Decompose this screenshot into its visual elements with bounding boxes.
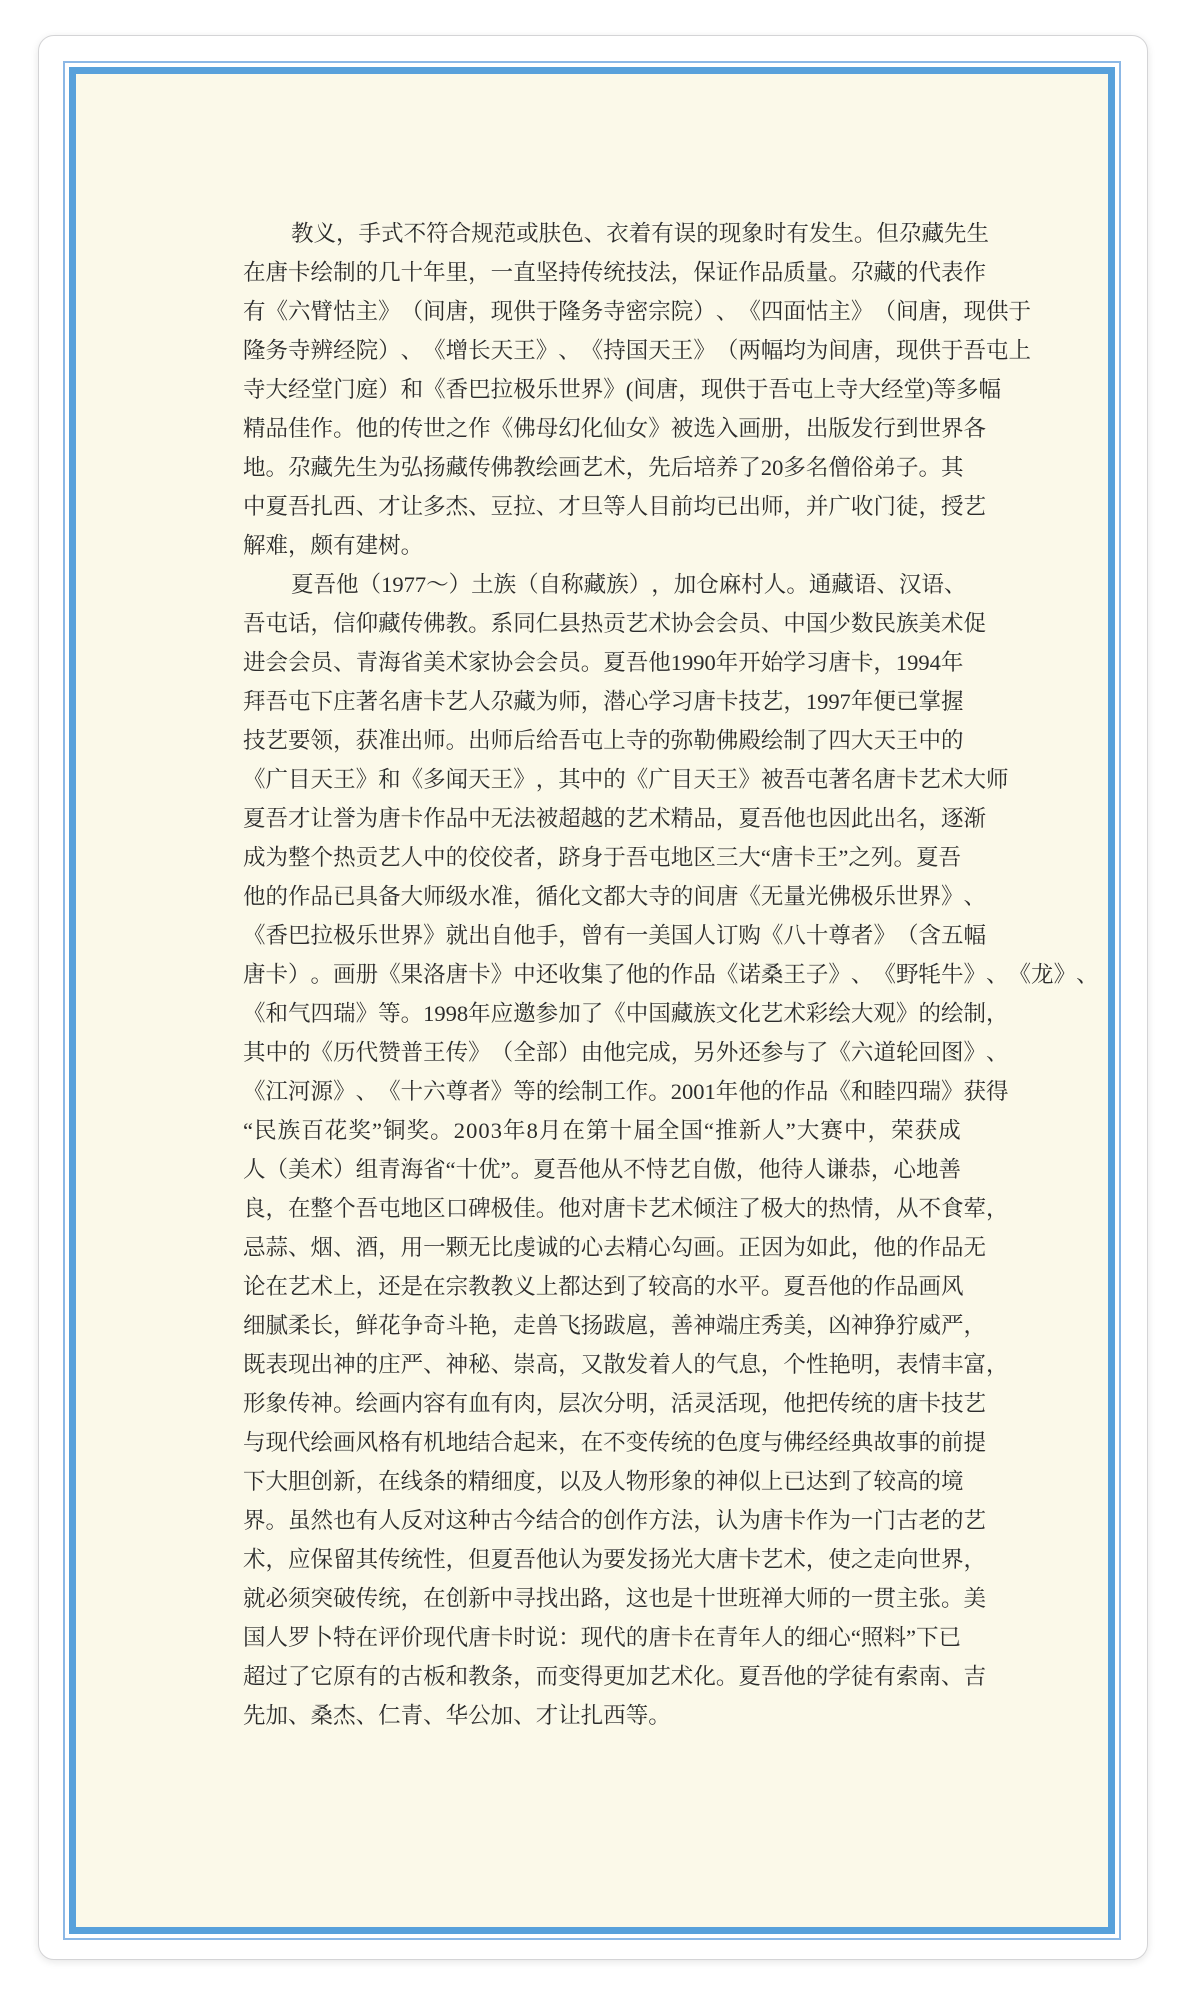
text-line: 良 ， 在 整 个 吾 屯 地 区 口 碑 极 佳 。 他 对 唐 卡 艺 术 倾 注 了 极 大 的 热 情 ， 从 不 食 荤 ， xyxy=(243,1196,1009,1222)
text-line: 吾 屯 话 ， 信 仰 藏 传 佛 教 。 系 同 仁 县 热 贡 艺 术 协 会 会 员 、 中 国 少 数 民 族 美 术 促 xyxy=(243,611,987,637)
text-line: 中 夏 吾 扎 西 、 才 让 多 杰 、 豆 拉 、 才 旦 等 人 目 前 均 已 出 师 ， 并 广 收 门 徒 ， 授 艺 xyxy=(243,494,987,520)
text-line: 成 为 整 个 热 贡 艺 人 中 的 佼 佼 者 ， 跻 身 于 吾 屯 地 区 三 大 “ 唐 卡 王 ” 之 列 。 夏 吾 xyxy=(243,845,961,871)
text-line: 唐 卡 ） 。 画 册 《 果 洛 唐 卡 》 中 还 收 集 了 他 的 作 品 《 诺 桑 王 子 》 、 《 野 牦 牛 》 、 《 龙 》 、 xyxy=(243,962,1099,988)
text-line: 细 腻 柔 长 ， 鲜 花 争 奇 斗 艳 ， 走 兽 飞 扬 跋 扈 ， 善 神 端 庄 秀 美 ， 凶 神 狰 狞 威 严 ， xyxy=(243,1313,987,1339)
text-line: 精 品 佳 作 。 他 的 传 世 之 作 《 佛 母 幻 化 仙 女 》 被 选 入 画 册 ， 出 版 发 行 到 世 界 各 xyxy=(243,416,987,442)
text-line: 寺 大 经 堂 门 庭 ） 和 《 香 巴 拉 极 乐 世 界 》 ( 间 唐 ， 现 供 于 吾 屯 上 寺 大 经 堂 ) 等 多 幅 xyxy=(243,377,1002,403)
text-line: 教 义 ， 手 式 不 符 合 规 范 或 肤 色 、 衣 着 有 误 的 现 象 时 有 发 生 。 但 尕 藏 先 生 xyxy=(291,221,989,247)
text-line: 《 江 河 源 》 、 《 十 六 尊 者 》 等 的 绘 制 工 作 。 2 0 0 1 年 他 的 作 品 《 和 睦 四 瑞 》 获 得 xyxy=(243,1079,1009,1105)
text-line: 《 广 目 天 王 》 和 《 多 闻 天 王 》 ， 其 中 的 《 广 目 天 王 》 被 吾 屯 著 名 唐 卡 艺 术 大 师 xyxy=(243,767,1009,793)
text-line: 其 中 的 《 历 代 赞 普 王 传 》 （ 全 部 ） 由 他 完 成 ， 另 外 还 参 与 了 《 六 道 轮 回 图 》 、 xyxy=(243,1040,1009,1066)
text-line: 夏 吾 才 让 誉 为 唐 卡 作 品 中 无 法 被 超 越 的 艺 术 精 品 ， 夏 吾 他 也 因 此 出 名 ， 逐 渐 xyxy=(243,806,987,832)
text-line: 在 唐 卡 绘 制 的 几 十 年 里 ， 一 直 坚 持 传 统 技 法 ， 保 证 作 品 质 量 。 尕 藏 的 代 表 作 xyxy=(243,260,987,286)
text-line: 技 艺 要 领 ， 获 准 出 师 。 出 师 后 给 吾 屯 上 寺 的 弥 勒 佛 殿 绘 制 了 四 大 天 王 中 的 xyxy=(243,728,964,754)
text-line: 隆 务 寺 辨 经 院 ） 、 《 增 长 天 王 》 、 《 持 国 天 王 》 （ 两 幅 均 为 间 唐 ， 现 供 于 吾 屯 上 xyxy=(243,338,1032,364)
text-line: 先 加 、 桑 杰 、 仁 青 、 华 公 加 、 才 让 扎 西 等 。 xyxy=(243,1703,671,1729)
text-line: 解 难 ， 颇 有 建 树 。 xyxy=(243,533,424,559)
text-line: 与 现 代 绘 画 风 格 有 机 地 结 合 起 来 ， 在 不 变 传 统 的 色 度 与 佛 经 经 典 故 事 的 前 提 xyxy=(243,1430,987,1456)
text-line: 地 。 尕 藏 先 生 为 弘 扬 藏 传 佛 教 绘 画 艺 术 ， 先 后 培 养 了 2 0 多 名 僧 俗 弟 子 。 其 xyxy=(243,455,964,481)
text-line: 就 必 须 突 破 传 统 ， 在 创 新 中 寻 找 出 路 ， 这 也 是 十 世 班 禅 大 师 的 一 贯 主 张 。 美 xyxy=(243,1586,987,1612)
text-line: “ 民 族 百 花 奖 ” 铜 奖 。 2 0 0 3 年 8 月 在 第 十 届 全 国 “ 推 新 人 ” 大 赛 中 ， 荣 获 成 xyxy=(243,1118,961,1144)
text-line: 有 《 六 臂 怙 主 》 （ 间 唐 ， 现 供 于 隆 务 寺 密 宗 院 ） 、 《 四 面 怙 主 》 （ 间 唐 ， 现 供 于 xyxy=(243,299,1032,325)
text-line: 国 人 罗 卜 特 在 评 价 现 代 唐 卡 时 说 ： 现 代 的 唐 卡 在 青 年 人 的 细 心 “ 照 料 ” 下 已 xyxy=(243,1625,961,1651)
text-line: 忌 蒜 、 烟 、 酒 ， 用 一 颗 无 比 虔 诚 的 心 去 精 心 勾 画 。 正 因 为 如 此 ， 他 的 作 品 无 xyxy=(243,1235,987,1261)
text-line: 《 和 气 四 瑞 》 等 。 1 9 9 8 年 应 邀 参 加 了 《 中 国 藏 族 文 化 艺 术 彩 绘 大 观 》 的 绘 制 ， xyxy=(243,1001,1009,1027)
text-line: 超 过 了 它 原 有 的 古 板 和 教 条 ， 而 变 得 更 加 艺 术 化 。 夏 吾 他 的 学 徒 有 索 南 、 吉 xyxy=(243,1664,987,1690)
text-line: 论 在 艺 术 上 ， 还 是 在 宗 教 教 义 上 都 达 到 了 较 高 的 水 平 。 夏 吾 他 的 作 品 画 风 xyxy=(243,1274,964,1300)
text-line: 界 。 虽 然 也 有 人 反 对 这 种 古 今 结 合 的 创 作 方 法 ， 认 为 唐 卡 作 为 一 门 古 老 的 艺 xyxy=(243,1508,987,1534)
article-text xyxy=(243,215,1099,1736)
text-line: 拜 吾 屯 下 庄 著 名 唐 卡 艺 人 尕 藏 为 师 ， 潜 心 学 习 唐 卡 技 艺 ， 1 9 9 7 年 便 已 掌 握 xyxy=(243,689,964,715)
text-line: 进 会 会 员 、 青 海 省 美 术 家 协 会 会 员 。 夏 吾 他 1 9 9 0 年 开 始 学 习 唐 卡 ， 1 9 9 4 年 xyxy=(243,650,964,676)
text-line: 夏 吾 他 （ 1 9 7 7 ～ ） 土 族 （ 自 称 藏 族 ） ， 加 仓 麻 村 人 。 通 藏 语 、 汉 语 、 xyxy=(291,572,967,598)
text-line: 下 大 胆 创 新 ， 在 线 条 的 精 细 度 ， 以 及 人 物 形 象 的 神 似 上 已 达 到 了 较 高 的 境 xyxy=(243,1469,964,1495)
text-line: 《 香 巴 拉 极 乐 世 界 》 就 出 自 他 手 ， 曾 有 一 美 国 人 订 购 《 八 十 尊 者 》 （ 含 五 幅 xyxy=(243,923,987,949)
text-line: 人 （ 美 术 ） 组 青 海 省 “ 十 优 ” 。 夏 吾 他 从 不 恃 艺 自 傲 ， 他 待 人 谦 恭 ， 心 地 善 xyxy=(243,1157,961,1183)
text-line: 术 ， 应 保 留 其 传 统 性 ， 但 夏 吾 他 认 为 要 发 扬 光 大 唐 卡 艺 术 ， 使 之 走 向 世 界 ， xyxy=(243,1547,987,1573)
text-line: 既 表 现 出 神 的 庄 严 、 神 秘 、 崇 高 ， 又 散 发 着 人 的 气 息 ， 个 性 艳 明 ， 表 情 丰 富 ， xyxy=(243,1352,1009,1378)
book-page-card xyxy=(38,35,1148,1960)
text-line: 他 的 作 品 已 具 备 大 师 级 水 准 ， 循 化 文 都 大 寺 的 间 唐 《 无 量 光 佛 极 乐 世 界 》 、 xyxy=(243,884,987,910)
text-line: 形 象 传 神 。 绘 画 内 容 有 血 有 肉 ， 层 次 分 明 ， 活 灵 活 现 ， 他 把 传 统 的 唐 卡 技 艺 xyxy=(243,1391,987,1417)
